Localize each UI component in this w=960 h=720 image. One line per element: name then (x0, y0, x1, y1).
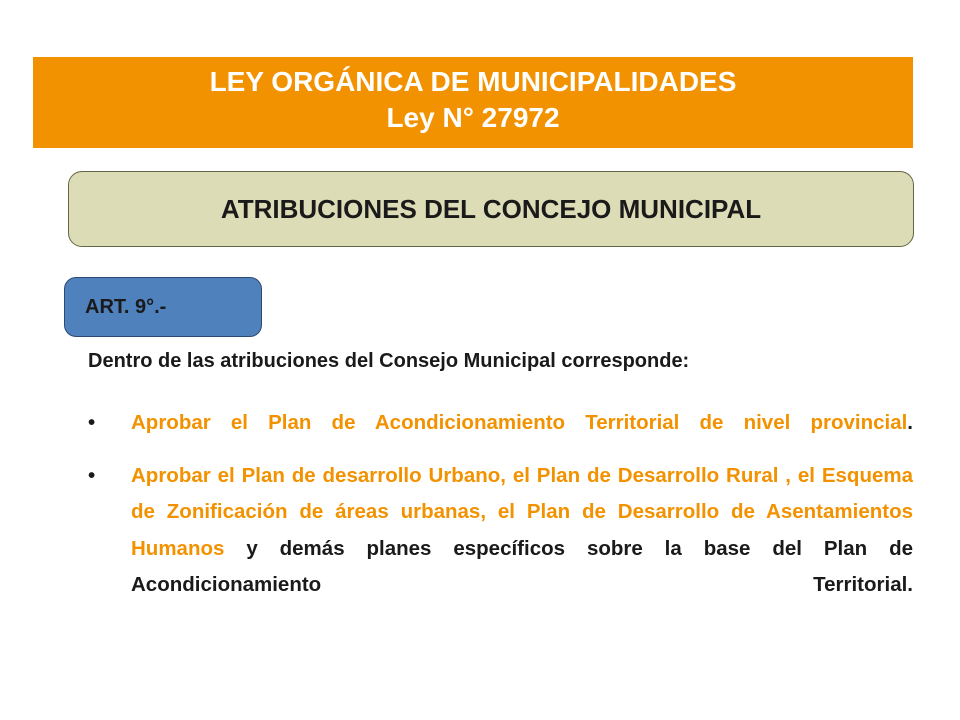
section-heading: ATRIBUCIONES DEL CONCEJO MUNICIPAL (220, 193, 762, 224)
article-intro: Dentro de las atribuciones del Consejo Municipal corresponde: (88, 350, 690, 372)
bullet-rest-text: . (907, 411, 913, 434)
article-label: ART. 9°.- (85, 295, 167, 318)
title-banner (33, 57, 913, 148)
bullet-icon: • (88, 463, 96, 487)
bullet-rest-text: y demás planes específicos sobre la base del Plan de Acondicionamiento Territorial. (131, 536, 913, 597)
law-number: Ley N° 27972 (386, 102, 560, 133)
bullet-highlight-text: Aprobar el Plan de desarrollo Urbano, el Plan de Desarrollo Rural , el Esquema de Zonificación de áreas urbanas, el Plan de Desarrollo de Asentamientos Humanos (131, 463, 913, 560)
list-item (88, 458, 913, 604)
bullet-icon: • (88, 411, 96, 434)
attributions-list (88, 405, 913, 620)
main-title: LEY ORGÁNICA DE MUNICIPALIDADES (209, 66, 737, 97)
list-item (88, 405, 913, 442)
section-heading-box (68, 171, 914, 247)
bullet-highlight-text: Aprobar el Plan de Acondicionamiento Territorial de nivel provincial (131, 411, 908, 434)
article-badge (64, 277, 262, 337)
